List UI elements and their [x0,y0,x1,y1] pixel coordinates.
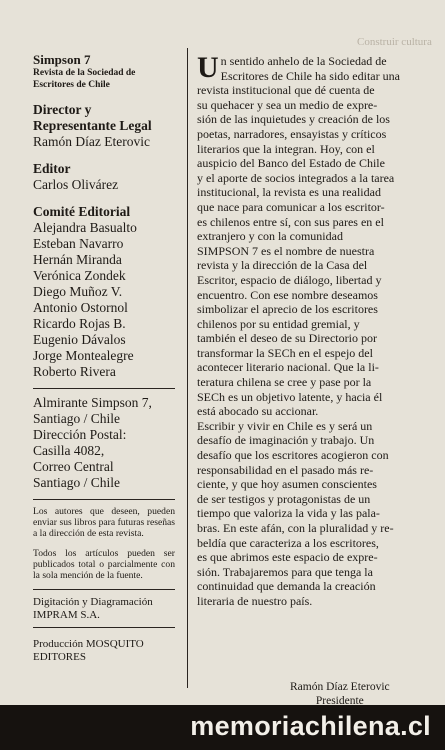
editorial-line: responsabilidad en el pasado más re- [197,462,374,477]
editorial-line: beldía que caracteriza a los escritores, [197,535,379,550]
director-name: Ramón Díaz Eterovic [33,134,150,149]
signature-block [290,680,390,705]
committee-member: Ricardo Rojas B. [33,316,126,331]
production-credit-line-1: Producción MOSQUITO [33,638,144,650]
divider [33,627,175,628]
editorial-line: transformar la SECh en el espejo del [197,345,373,360]
magazine-subtitle-line-1: Revista de la Sociedad de [33,68,136,78]
committee-member: Jorge Montealegre [33,348,134,363]
editorial-line: bras. En este afán, con la pluralidad y re- [197,521,394,535]
editorial-line: tiempo que valoriza la vida y las pala- [197,506,380,521]
divider [33,499,175,500]
editorial-line: acontecer literario nacional. Que la li- [197,360,379,375]
editorial-line: y el aporte de socios integrados a la tarea [197,170,395,185]
address-line: Casilla 4082, [33,443,105,458]
editorial-line: desafío que los escritores acogieron con [197,448,389,463]
committee-member: Diego Muñoz V. [33,284,123,299]
editorial-line: también el deseo de su Directorio por [197,331,377,346]
reproduction-note: Todos los artículos pueden ser publicados total o parcialmente con la sola mención de la fuente. [33,548,175,581]
magazine-title: Simpson 7 [33,52,91,67]
editorial-line: es chilenos entre sí, con sus pares en el [197,214,384,229]
editorial-line: n sentido anhelo de la Sociedad de [220,54,387,68]
editor-name: Carlos Olivárez [33,177,119,192]
editorial-line: teratura chilena se cree y pase por la [197,375,372,390]
watermark-text: memoriachilena.cl [190,711,431,741]
editorial-line: Escritores de Chile ha sido editar una [220,68,400,83]
watermark-banner [0,705,445,750]
submission-note: Los autores que deseen, pueden enviar sus libros para futuras reseñas a la dirección de esta revista. [33,506,175,539]
address-line: Correo Central [33,459,114,474]
editorial-line: literaria de nuestro país. [197,593,313,608]
editorial-line: encuentro. Con ese nombre deseamos [197,287,378,302]
column-rule [187,48,188,688]
editorial-line: poetas, narradores, ensayistas y críticos [197,126,387,141]
editorial-line: auspicio del Banco del Estado de Chile [197,156,385,171]
editorial-line: extranjero y con la comunidad [197,229,343,244]
signature-title: Presidente [315,695,364,705]
editorial-line: desafío de imaginación y trabajo. Un [197,433,375,448]
address-line: Dirección Postal: [33,427,127,442]
committee-member: Alejandra Basualto [33,220,137,235]
editorial-line: literarios que la integran. Hoy, con el [197,141,375,156]
director-heading-line-1: Director y [33,102,92,117]
editorial-line: está abocado su accionar. [197,404,319,419]
editorial-line: que nace para comunicar a los escritor- [197,199,385,214]
committee-member: Esteban Navarro [33,236,124,251]
divider [33,589,175,590]
editorial-line: Escritor, espacio de diálogo, libertad y [197,272,382,287]
committee-member: Antonio Ostornol [33,300,128,315]
production-credit-line-2: EDITORES [33,651,86,663]
address-line: Santiago / Chile [33,475,120,490]
director-heading-line-2: Representante Legal [33,118,152,133]
committee-member: Hernán Miranda [33,252,122,267]
editorial-line: continuidad que demanda la creación [197,579,376,594]
editorial-column [197,51,415,609]
editorial-line: revista institucional que dé cuenta de [197,83,375,98]
address-block [33,395,175,491]
editorial-line: simbolizar el aprecio de los escritores [197,302,378,317]
director-section [33,102,175,150]
bleed-through-text: Construir cultura [357,36,432,48]
committee-heading: Comité Editorial [33,204,131,219]
editorial-line: revista y la dirección de la Casa del [197,258,368,273]
editorial-line: sión. Trabajaremos para que tenga la [197,564,373,579]
committee-member: Roberto Rivera [33,364,116,379]
address-line: Almirante Simpson 7, [33,395,152,410]
editorial-line: de ser testigos y protagonistas de un [197,491,371,506]
masthead-column [33,52,175,664]
editorial-line: SIMPSON 7 es el nombre de nuestra [197,243,375,258]
editorial-line: sión de las inquietudes y creación de los [197,112,390,127]
editorial-line: chilenos por su entidad gremial, y [197,316,360,331]
drop-cap: U [197,51,219,84]
committee-member: Eugenio Dávalos [33,332,126,347]
address-line: Santiago / Chile [33,411,120,426]
editorial-line: su quehacer y sea un medio de expre- [197,97,378,112]
layout-credit-line-1: Digitación y Diagramación [33,596,153,608]
layout-credit-line-2: IMPRAM S.A. [33,609,100,621]
editorial-line: institucional, la revista es una realidad [197,185,381,200]
editorial-line: SECh es un objetivo latente, y hacia él [197,389,383,404]
committee-member: Verónica Zondek [33,268,126,283]
editor-section [33,161,175,193]
editor-heading: Editor [33,161,71,176]
editorial-line: Escribir y vivir en Chile es y será un [197,418,373,433]
editorial-line: ciente, y que hoy asumen conscientes [197,477,377,492]
committee-section [33,204,175,380]
editorial-line: es que abrimos este espacio de expre- [197,550,378,565]
magazine-subtitle-line-2: Escritores de Chile [33,80,110,90]
divider [33,388,175,389]
signature-name: Ramón Díaz Eterovic [290,681,390,693]
editorial-text [197,51,415,609]
